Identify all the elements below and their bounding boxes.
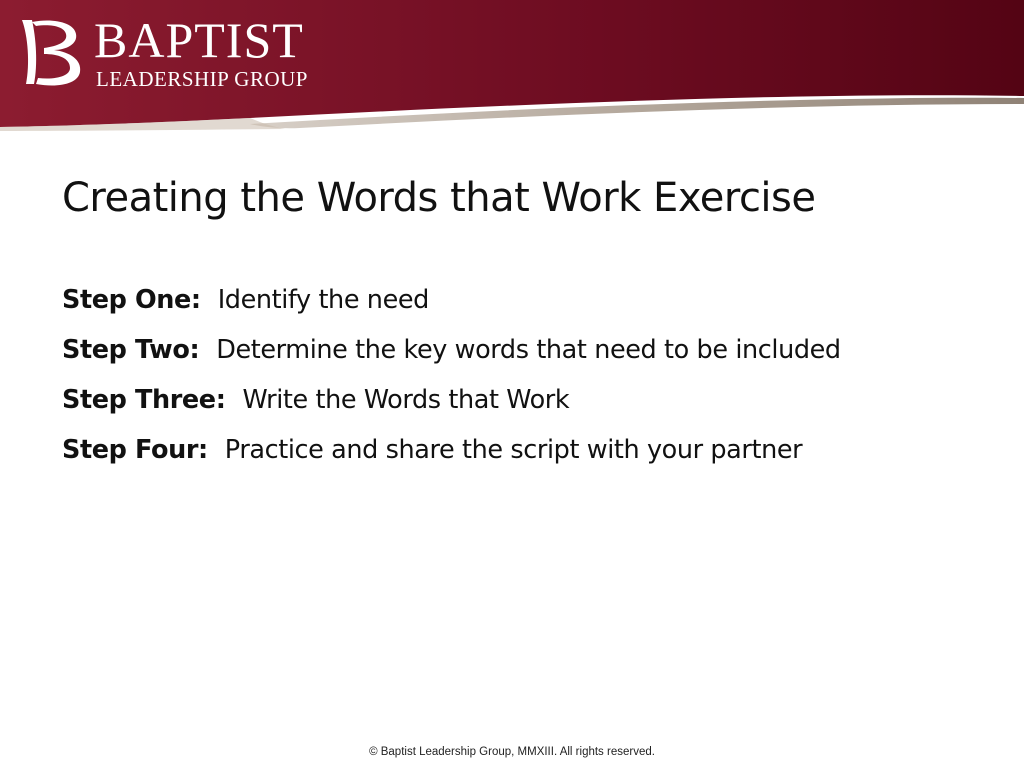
b-mark-icon [18,16,88,88]
step-text: Determine the key words that need to be included [216,335,841,365]
step-label: Step One: [62,285,201,315]
step-four [62,431,982,469]
header-banner [0,0,1024,135]
step-label: Step Two: [62,335,200,365]
step-two [62,331,982,369]
step-label: Step Four: [62,435,208,465]
company-logo [18,12,358,96]
slide-title: Creating the Words that Work Exercise [62,175,816,221]
steps-list [62,281,982,481]
step-three [62,381,982,419]
step-text: Identify the need [217,285,429,315]
logo-subtitle: LEADERSHIP GROUP [96,67,308,91]
logo-title: BAPTIST [94,12,304,68]
step-label: Step Three: [62,385,226,415]
step-text: Write the Words that Work [242,385,570,415]
copyright-footer: © Baptist Leadership Group, MMXIII. All rights reserved. [369,746,655,758]
step-text: Practice and share the script with your partner [224,435,803,465]
step-one [62,281,982,319]
